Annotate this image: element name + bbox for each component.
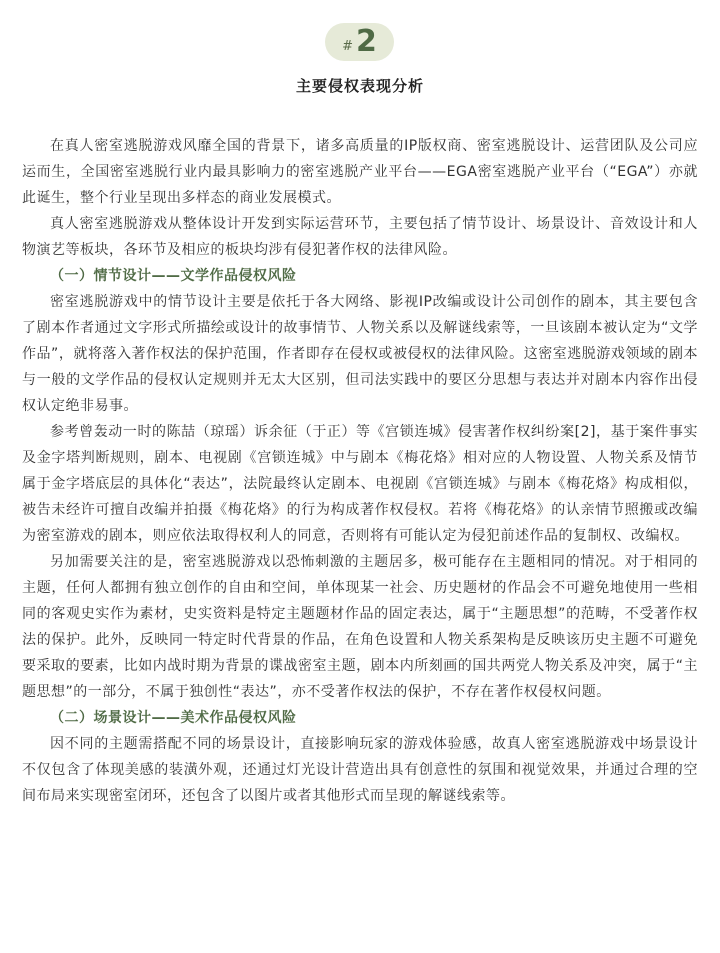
paragraph-3: 密室逃脱游戏中的情节设计主要是依托于各大网络、影视IP改编或设计公司创作的剧本，其主要包含了剧本作者通过文字形式所描绘或设计的故事情节、人物关系以及解谜线索等，一旦该剧本被认定为“文学作品”，就将落入著作权法的保护范围，作者即存在侵权或被侵权的法律风险。这密室逃脱游戏领域的剧本与一般的文学作品的侵权认定规则并无太大区别，但司法实践中的要区分思想与表达并对剧本内容作出侵权认定绝非易事。 bbox=[22, 294, 698, 414]
section-title: 主要侵权表现分析 bbox=[295, 77, 424, 95]
subheading-plot-design: （一）情节设计——文学作品侵权风险 bbox=[50, 268, 297, 284]
article-body bbox=[22, 133, 698, 809]
subheading-scene-design: （二）场景设计——美术作品侵权风险 bbox=[50, 710, 297, 726]
paragraph-4: 参考曾轰动一时的陈喆（琼瑶）诉余征（于正）等《宫锁连城》侵害著作权纠纷案[2]，基于案件事实及金字塔判断规则，剧本、电视剧《宫锁连城》中与剧本《梅花烙》相对应的人物设置、人物关系及情节属于金字塔底层的具体化“表达”，法院最终认定剧本、电视剧《宫锁连城》与剧本《梅花烙》构成相似，被告未经许可擅自改编并拍摄《梅花烙》的行为构成著作权侵权。若将《梅花烙》的认亲情节照搬或改编为密室游戏的剧本，则应依法取得权利人的同意，否则将有可能认定为侵犯前述作品的复制权、改编权。 bbox=[22, 424, 698, 544]
paragraph-5: 另加需要关注的是，密室逃脱游戏以恐怖刺激的主题居多，极可能存在主题相同的情况。对于相同的主题，任何人都拥有独立创作的自由和空间，单体现某一社会、历史题材的作品会不可避免地使用一些相同的客观史实作为素材，史实资料是特定主题题材作品的固定表达，属于“主题思想”的范畴，不受著作权法的保护。此外，反映同一特定时代背景的作品，在角色设置和人物关系架构是反映该历史主题不可避免要采取的要素，比如内战时期为背景的谍战密室主题，剧本内所刻画的国共两党人物关系及冲突，属于“主题思想”的一部分，不属于独创性“表达”，亦不受著作权法的保护，不存在著作权侵权问题。 bbox=[22, 554, 698, 700]
section-number-badge bbox=[325, 23, 394, 61]
badge-number: 2 bbox=[356, 24, 377, 59]
paragraph-2: 真人密室逃脱游戏从整体设计开发到实际运营环节，主要包括了情节设计、场景设计、音效设计和人物演艺等板块，各环节及相应的板块均涉有侵犯著作权的法律风险。 bbox=[22, 216, 698, 258]
paragraph-6: 因不同的主题需搭配不同的场景设计，直接影响玩家的游戏体验感，故真人密室逃脱游戏中场景设计不仅包含了体现美感的装潢外观，还通过灯光设计营造出具有创意性的氛围和视觉效果，并通过合理的空间布局来实现密室闭环，还包含了以图片或者其他形式而呈现的解谜线索等。 bbox=[22, 736, 698, 804]
paragraph-1: 在真人密室逃脱游戏风靡全国的背景下，诸多高质量的IP版权商、密室逃脱设计、运营团队及公司应运而生，全国密室逃脱行业内最具影响力的密室逃脱产业平台——EGA密室逃脱产业平台（“EGA”）亦就此诞生，整个行业呈现出多样态的商业发展模式。 bbox=[22, 138, 698, 206]
badge-hash: # bbox=[342, 38, 354, 54]
